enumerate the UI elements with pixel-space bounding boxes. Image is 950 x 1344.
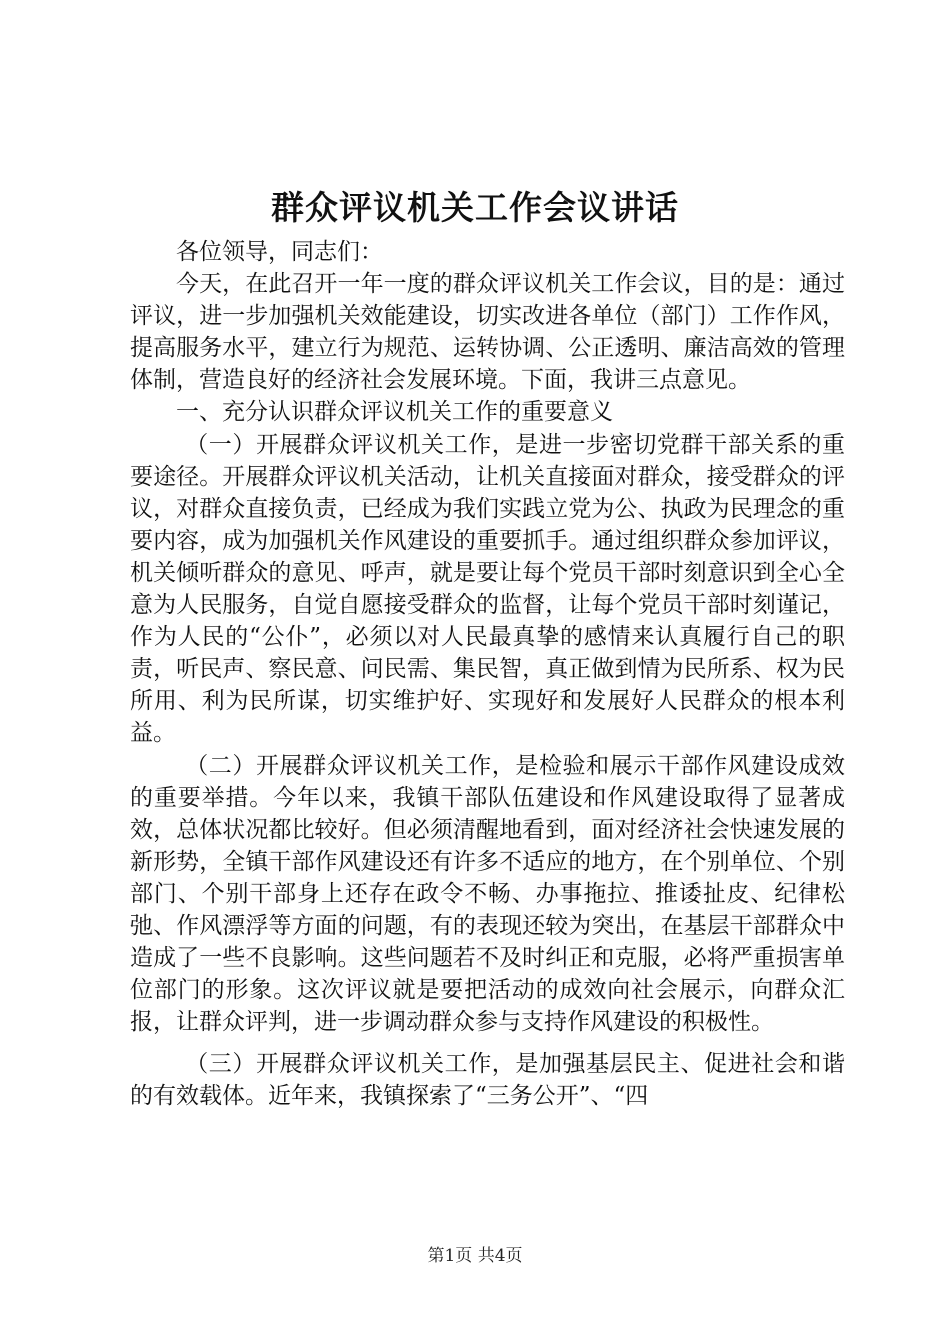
- subsection-paragraph-1: （一）开展群众评议机关工作，是进一步密切党群干部关系的重要途径。开展群众评议机关活动，让机关直接面对群众，接受群众的评议，对群众直接负责，已经成为我们实践立党为公、执政为民理念的重要内容，成为加强机关作风建设的重要抓手。通过组织群众参加评议，机关倾听群众的意见、呼声，就是要让每个党员干部时刻意识到全心全意为人民服务，自觉自愿接受群众的监督，让每个党员干部时刻谨记，作为人民的“公仆”，必须以对人民最真挚的感情来认真履行自己的职责，听民声、察民意、问民需、集民智，真正做到情为民所系、权为民所用、利为民所谋，切实维护好、实现好和发展好人民群众的根本利益。: [130, 431, 845, 747]
- greeting-paragraph: 各位领导，同志们：: [176, 239, 383, 265]
- subsection-paragraph-3: （三）开展群众评议机关工作，是加强基层民主、促进社会和谐的有效载体。近年来，我镇探索了“三务公开”、“四: [130, 1051, 845, 1110]
- document-body: [130, 236, 845, 1113]
- intro-paragraph: 今天，在此召开一年一度的群众评议机关工作会议，目的是：通过评议，进一步加强机关效能建设，切实改进各单位（部门）工作作风，提高服务水平，建立行为规范、运转协调、公正透明、廉洁高效的管理体制，营造良好的经济社会发展环境。下面，我讲三点意见。: [130, 271, 845, 394]
- section-heading: 一、充分认识群众评议机关工作的重要意义: [176, 399, 613, 426]
- subsection-paragraph-2: （二）开展群众评议机关工作，是检验和展示干部作风建设成效的重要举措。今年以来，我镇干部队伍建设和作风建设取得了显著成效，总体状况都比较好。但必须清醒地看到，面对经济社会快速发展的新形势，全镇干部作风建设还有许多不适应的地方，在个别单位、个别部门、个别干部身上还存在政令不畅、办事拖拉、推诿扯皮、纪律松弛、作风漂浮等方面的问题，有的表现还较为突出，在基层干部群众中造成了一些不良影响。这些问题若不及时纠正和克服，必将严重损害单位部门的形象。这次评议就是要把活动的成效向社会展示，向群众汇报，让群众评判，进一步调动群众参与支持作风建设的积极性。: [130, 752, 845, 1036]
- page-number-footer: 第1页 共4页: [427, 1246, 523, 1266]
- document-title: 群众评议机关工作会议讲话: [271, 188, 679, 227]
